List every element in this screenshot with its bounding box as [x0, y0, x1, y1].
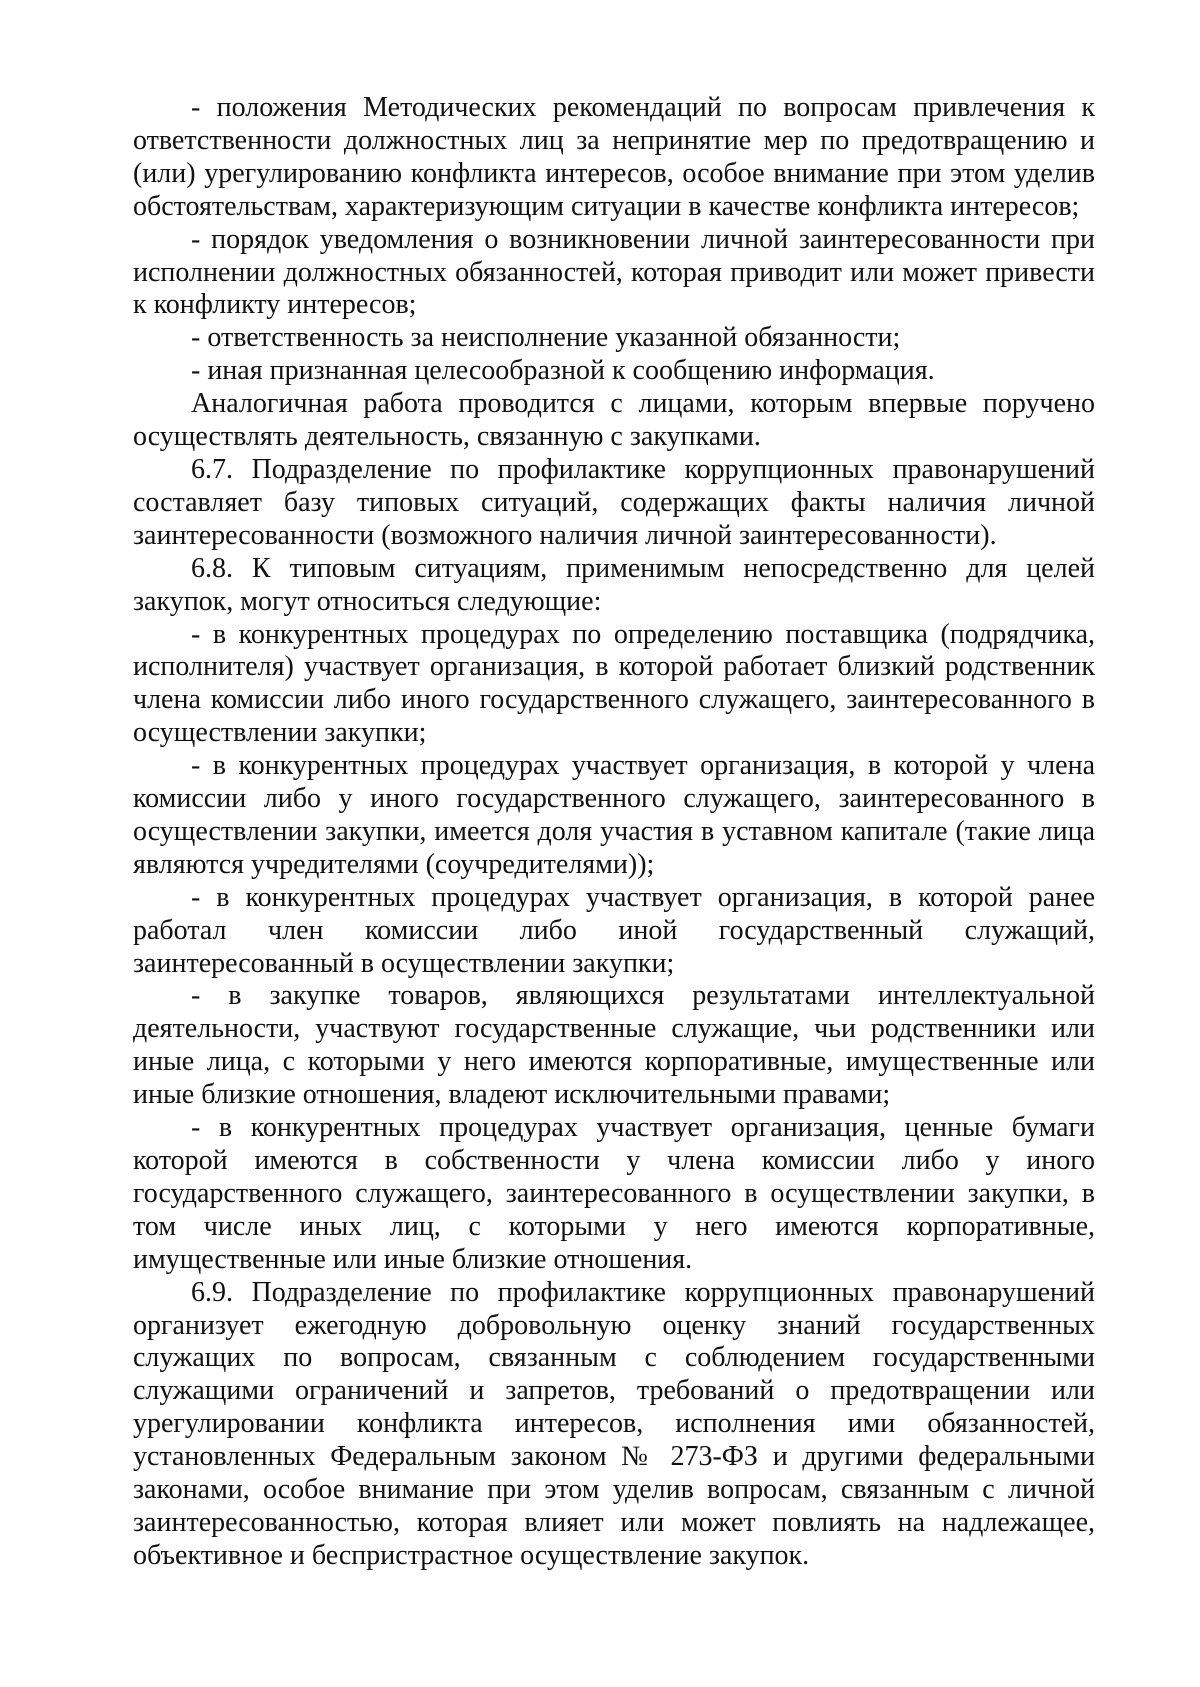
- paragraph-notification-procedure: - порядок уведомления о возникновении личной заинтересованности при исполнении должностных обязанностей, которая приводит или может привести к конфликту интересов;: [133, 223, 1095, 321]
- paragraph-similar-work: Аналогичная работа проводится с лицами, которым впервые поручено осуществлять деятельность, связанную с закупками.: [133, 388, 1095, 453]
- list-item-relative-employment: - в конкурентных процедурах по определению поставщика (подрядчика, исполнителя) участвует организация, в которой работает близкий родственник члена комиссии либо иного государственного служащего, заинтересованного в осуществлении закупки;: [133, 618, 1095, 749]
- list-item-intellectual-property: - в закупке товаров, являющихся результатами интеллектуальной деятельности, участвуют государственные служащие, чьи родственники или иные лица, с которыми у него имеются корпоративные, имущественные или иные близкие отношения, владеют исключительными правами;: [133, 980, 1095, 1111]
- list-item-capital-share: - в конкурентных процедурах участвует организация, в которой у члена комиссии либо у иного государственного служащего, заинтересованного в осуществлении закупки, имеется доля участия в уставном капитале (такие лица являются учредителями (соучредителями));: [133, 750, 1095, 880]
- list-item-securities-ownership: - в конкурентных процедурах участвует организация, ценные бумаги которой имеются в собственности у члена комиссии либо у иного государственного служащего, заинтересованного в осуществлении закупки, в том числе иных лиц, с которыми у него имеются корпоративные, имущественные или иные близкие отношения.: [133, 1112, 1095, 1275]
- paragraph-responsibility: - ответственность за неисполнение указанной обязанности;: [191, 322, 901, 354]
- paragraph-other-information: - иная признанная целесообразной к сообщению информация.: [191, 355, 935, 387]
- paragraph-6-7: 6.7. Подразделение по профилактике коррупционных правонарушений составляет базу типовых ситуаций, содержащих факты наличия личной заинтересованности (возможного наличия личной заинтересованности).: [133, 453, 1095, 551]
- paragraph-6-8: 6.8. К типовым ситуациям, применимым непосредственно для целей закупок, могут относиться следующие:: [133, 552, 1095, 617]
- list-item-former-employment: - в конкурентных процедурах участвует организация, в которой ранее работал член комиссии либо иной государственный служащий, заинтересованный в осуществлении закупки;: [133, 881, 1095, 979]
- document-body: [133, 92, 1095, 1573]
- paragraph-6-9: 6.9. Подразделение по профилактике коррупционных правонарушений организует ежегодную добровольную оценку знаний государственных служащих по вопросам, связанным с соблюдением государственными служащими ограничений и запретов, требований о предотвращении или урегулировании конфликта интересов, исполнения ими обязанностей, установленных Федеральным законом № 273-ФЗ и другими федеральными законами, особое внимание при этом уделив вопросам, связанным с личной заинтересованностью, которая влияет или может повлиять на надлежащее, объективное и беспристрастное осуществление закупок.: [133, 1276, 1095, 1571]
- paragraph-conflict-guidelines: - положения Методических рекомендаций по вопросам привлечения к ответственности должностных лиц за непринятие мер по предотвращению и (или) урегулированию конфликта интересов, особое внимание при этом уделив обстоятельствам, характеризующим ситуации в качестве конфликта интересов;: [133, 92, 1095, 222]
